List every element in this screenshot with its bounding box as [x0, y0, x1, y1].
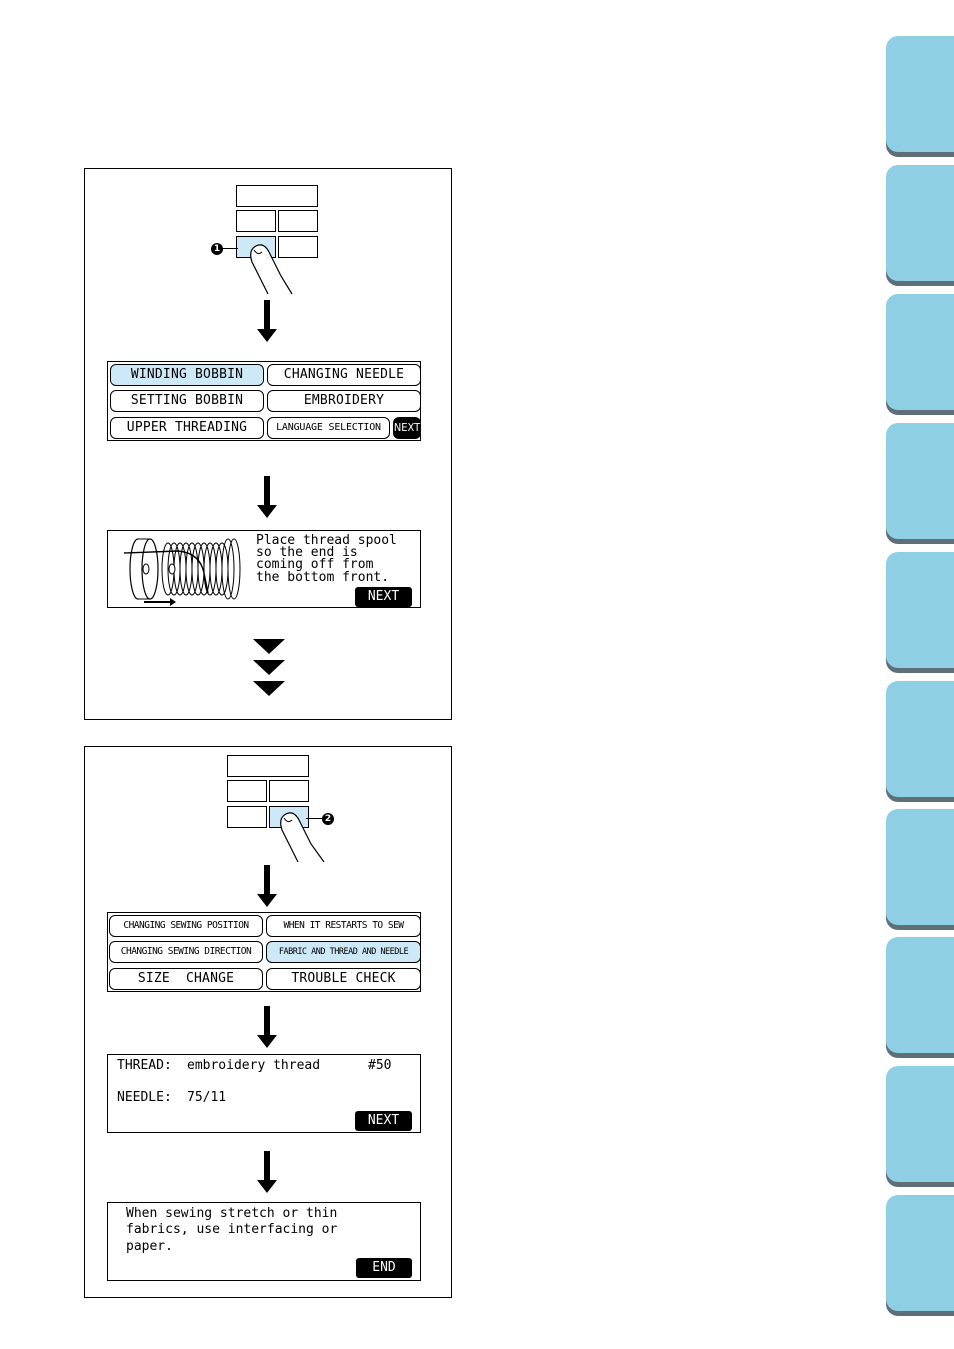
spool-instruction-line-3: coming off from: [256, 557, 374, 572]
setting-bobbin-button[interactable]: SETTING BOBBIN: [110, 390, 264, 412]
section-tab-9[interactable]: [886, 1066, 954, 1182]
embroidery-button[interactable]: EMBROIDERY: [267, 390, 421, 412]
keypad-key: [269, 780, 309, 802]
thread-value: embroidery thread: [187, 1058, 321, 1073]
arrow-down: [264, 476, 270, 506]
callout-1: 1: [211, 243, 223, 255]
next-button[interactable]: NEXT: [393, 417, 421, 439]
arrow-down: [264, 865, 270, 895]
next-button[interactable]: NEXT: [355, 1111, 412, 1131]
callout-2: 2: [322, 813, 334, 825]
keypad-top-key: [236, 185, 318, 207]
section-tab-5[interactable]: [886, 552, 954, 668]
keypad-key: [227, 806, 267, 828]
fabric-tip-line-3: paper.: [126, 1239, 173, 1254]
changing-sewing-direction-button[interactable]: CHANGING SEWING DIRECTION: [109, 941, 263, 963]
section-tab-6[interactable]: [886, 681, 954, 797]
arrow-down: [264, 300, 270, 330]
section-tab-7[interactable]: [886, 809, 954, 925]
keypad-key: [278, 210, 318, 232]
changing-sewing-position-button[interactable]: CHANGING SEWING POSITION: [109, 915, 263, 937]
callout-line: [222, 248, 238, 249]
section-tab-8[interactable]: [886, 937, 954, 1053]
finger-icon: [272, 806, 332, 866]
trouble-check-button[interactable]: TROUBLE CHECK: [266, 968, 421, 990]
language-selection-button[interactable]: LANGUAGE SELECTION: [267, 417, 390, 439]
section-tab-10[interactable]: [886, 1195, 954, 1311]
upper-threading-button[interactable]: UPPER THREADING: [110, 417, 264, 439]
continue-triangle-icon: [253, 639, 285, 654]
section-tab-4[interactable]: [886, 423, 954, 539]
thread-label: THREAD:: [117, 1058, 172, 1073]
end-button[interactable]: END: [356, 1258, 412, 1278]
needle-label: NEEDLE:: [117, 1090, 172, 1105]
fabric-tip-line-2: fabrics, use interfacing or: [126, 1222, 338, 1237]
spool-instruction-line-4: the bottom front.: [256, 570, 390, 585]
keypad-key: [227, 780, 267, 802]
spool-instruction-line-1: Place thread spool: [256, 533, 397, 548]
fabric-thread-needle-button[interactable]: FABRIC AND THREAD AND NEEDLE: [266, 941, 421, 963]
changing-needle-button[interactable]: CHANGING NEEDLE: [267, 364, 421, 386]
spool-instruction-line-2: so the end is: [256, 545, 358, 560]
finger-icon: [240, 236, 300, 298]
size-change-button[interactable]: SIZE CHANGE: [109, 968, 263, 990]
section-tab-3[interactable]: [886, 294, 954, 410]
next-button[interactable]: NEXT: [355, 587, 412, 607]
continue-triangle-icon: [253, 681, 285, 696]
when-it-restarts-to-sew-button[interactable]: WHEN IT RESTARTS TO SEW: [266, 915, 421, 937]
keypad-top-key: [227, 755, 309, 777]
thread-number: #50: [368, 1058, 392, 1073]
continue-triangle-icon: [253, 660, 285, 675]
arrow-down: [264, 1151, 270, 1181]
winding-bobbin-button[interactable]: WINDING BOBBIN: [110, 364, 264, 386]
thread-spool-icon: [118, 533, 248, 607]
keypad-key: [236, 210, 276, 232]
needle-value: 75/11: [187, 1090, 227, 1105]
section-tab-1[interactable]: [886, 36, 954, 152]
fabric-tip-line-1: When sewing stretch or thin: [126, 1206, 338, 1221]
arrow-down: [264, 1006, 270, 1036]
section-tab-2[interactable]: [886, 165, 954, 281]
